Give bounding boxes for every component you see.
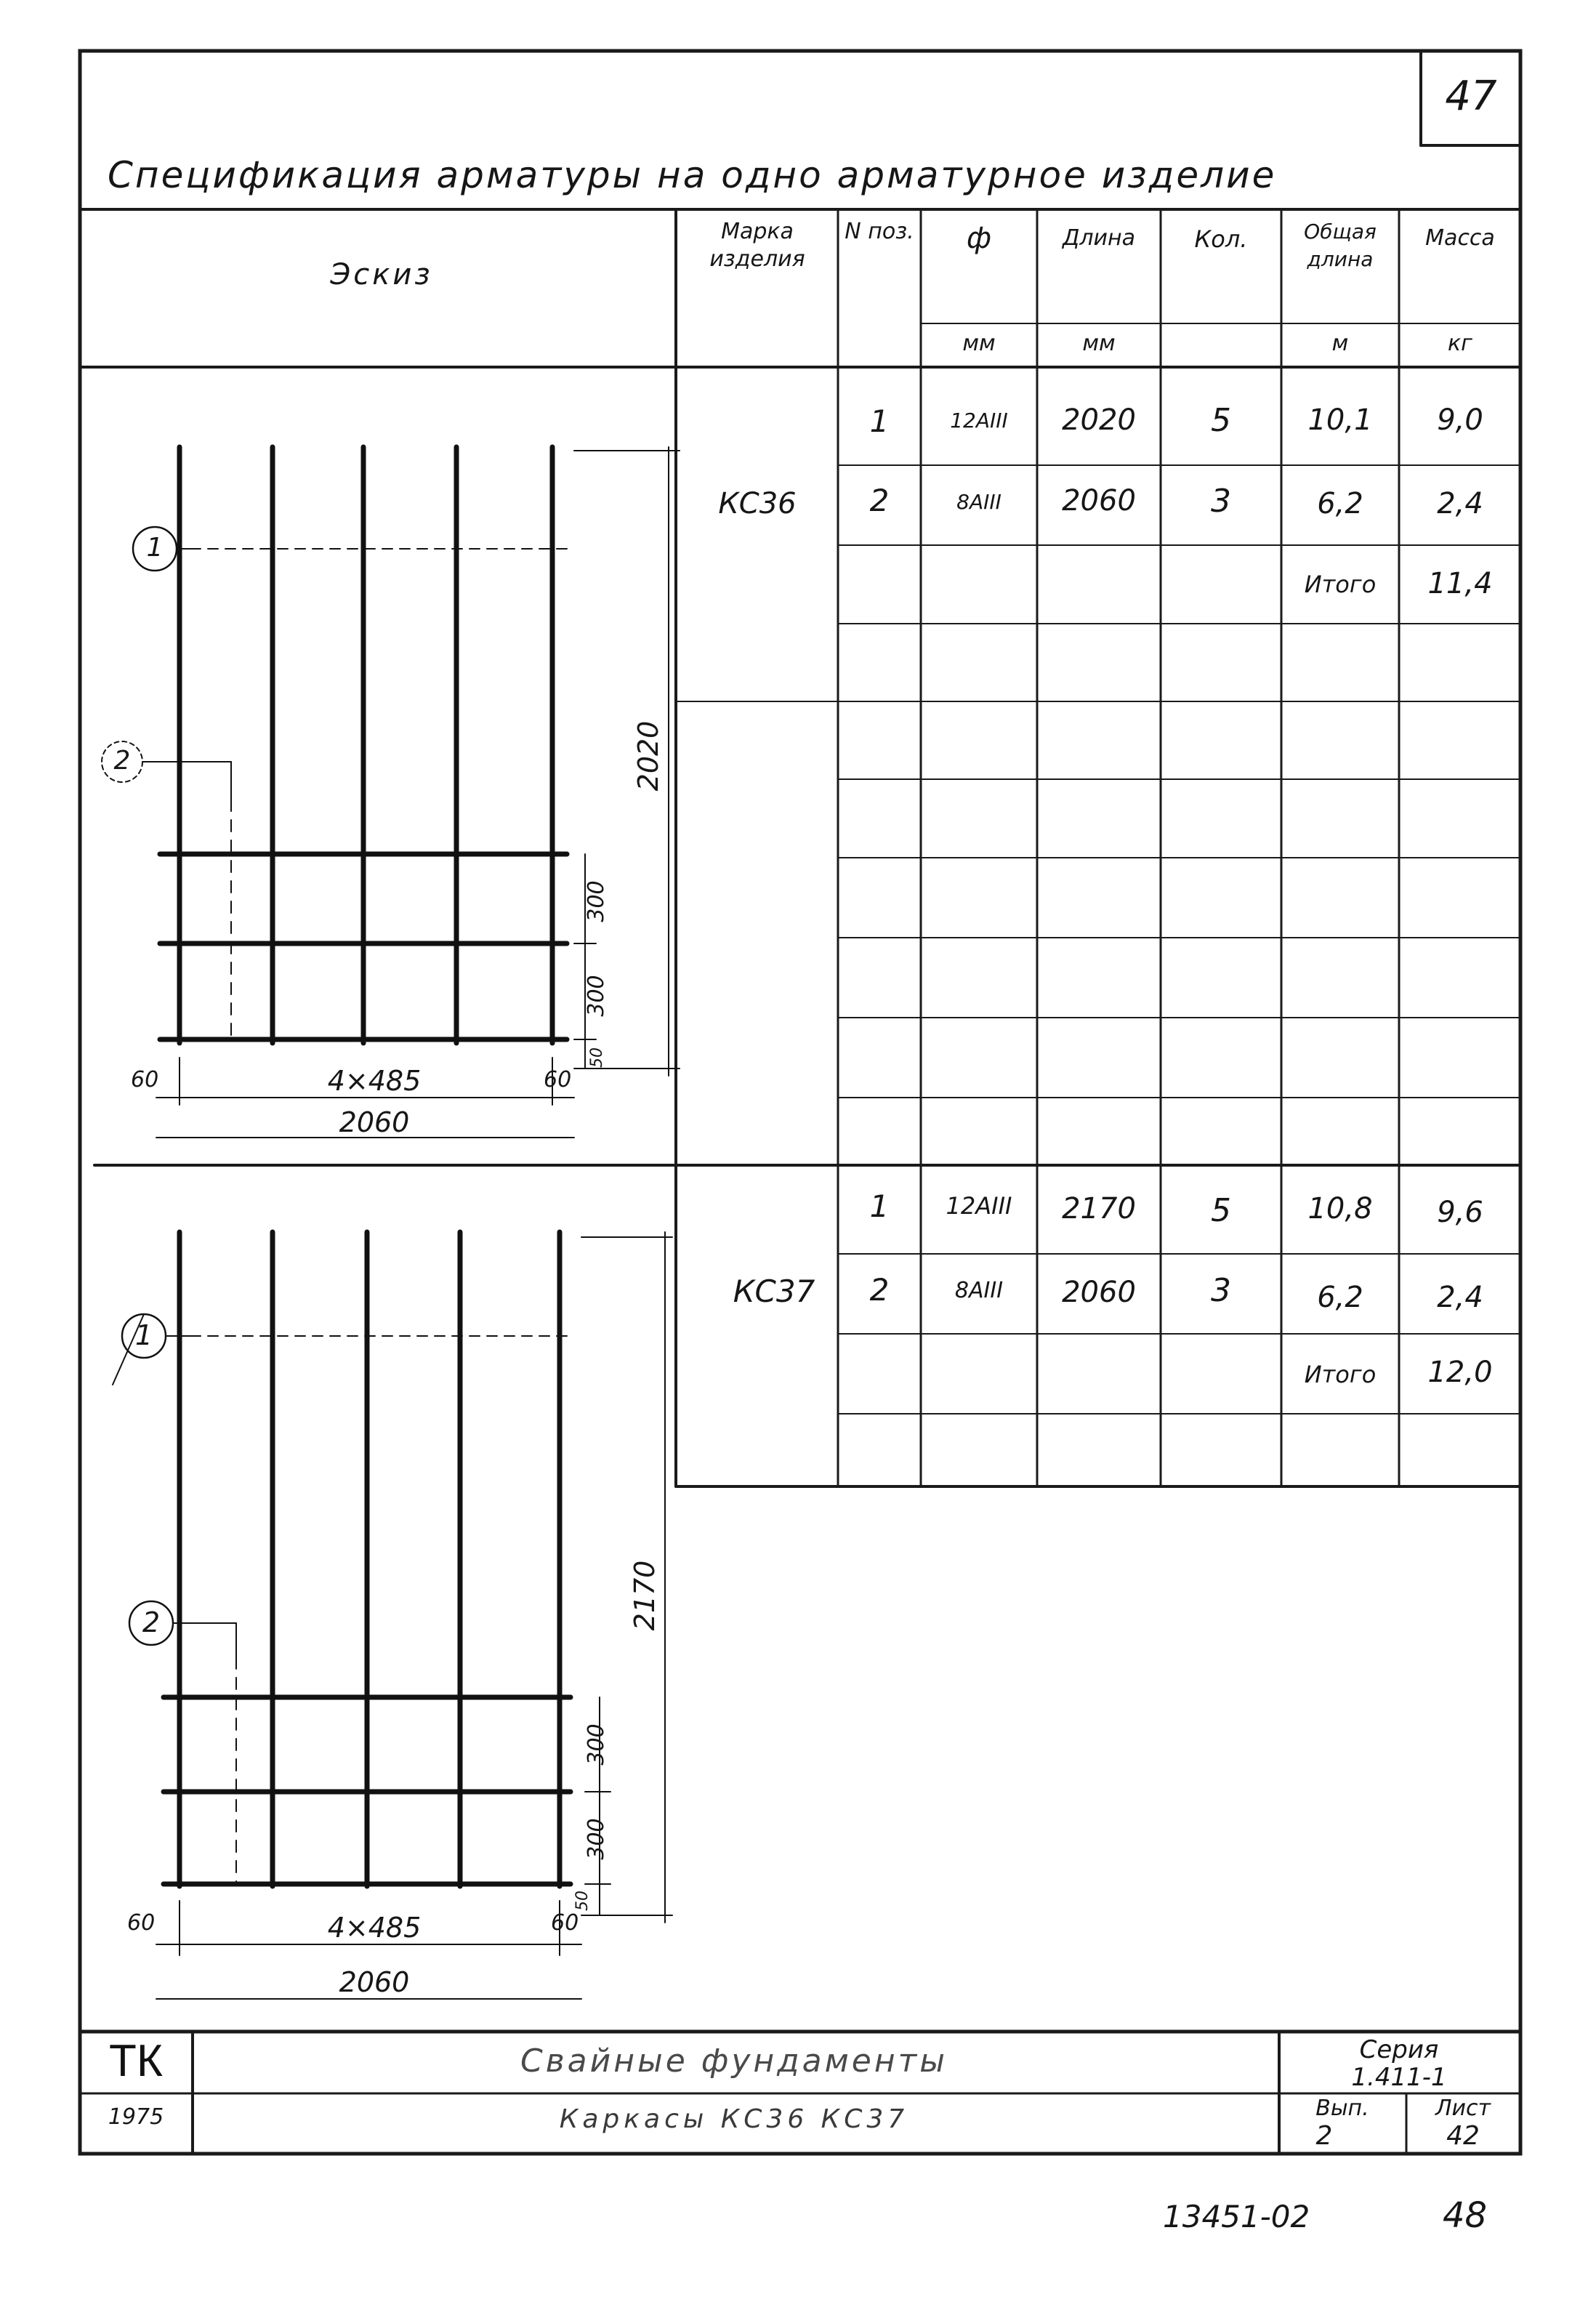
kc36-bay-dim: 4×485 <box>327 1065 422 1097</box>
header-total: Общая длина <box>1304 220 1377 271</box>
kc36-left-edge-dim: 60 <box>131 1067 159 1092</box>
block2-row2-diam: 8АIII <box>954 1278 1004 1303</box>
header-qty: Кол. <box>1194 225 1248 253</box>
block1-row1-diam: 12АIII <box>950 409 1008 432</box>
block2-total-mass: 12,0 <box>1427 1356 1493 1389</box>
stamp-year: 1975 <box>108 2104 164 2130</box>
stamp-title: Свайные фундаменты <box>520 2043 948 2080</box>
kc37-bay-dim: 4×485 <box>327 1912 422 1944</box>
block2-total-label: Итого <box>1304 1361 1377 1388</box>
kc37-spacing-b-dim: 300 <box>584 1818 609 1860</box>
sketch-kc36 <box>102 447 680 1138</box>
block2-row1-diam: 12АIII <box>946 1192 1012 1220</box>
block1-row1-pos: 1 <box>869 403 890 439</box>
kc36-height-dim: 2020 <box>632 720 664 792</box>
block1-row2-diam: 8АIII <box>956 490 1001 514</box>
block2-row1-pos: 1 <box>869 1188 890 1224</box>
block1-row2-mass: 2,4 <box>1437 487 1483 520</box>
unit-mass: кг <box>1448 331 1472 356</box>
kc36-width-dim: 2060 <box>339 1106 410 1138</box>
unit-total: м <box>1331 331 1349 356</box>
kc37-right-edge-dim: 60 <box>551 1910 579 1936</box>
kc37-width-dim: 2060 <box>339 1966 410 1998</box>
block2-row2-mass: 2,4 <box>1437 1281 1483 1314</box>
sheet-title: Спецификация арматуры на одно арматурное изделие <box>108 154 1277 196</box>
block1-total-mass: 11,4 <box>1427 567 1493 600</box>
stamp-sheet: 42 <box>1446 2121 1480 2151</box>
footer-code: 13451-02 <box>1163 2199 1310 2234</box>
unit-diam: мм <box>962 331 996 356</box>
block2-row2-pos: 2 <box>869 1272 890 1308</box>
unit-length: мм <box>1082 331 1116 356</box>
kc36-spacing-a-dim: 300 <box>584 880 609 922</box>
kc36-right-edge-dim: 60 <box>544 1067 572 1092</box>
sketch-kc37 <box>113 1232 672 1999</box>
kc37-callout-1: 1 <box>134 1319 153 1351</box>
block1-row2-total: 6,2 <box>1317 487 1363 520</box>
kc36-callout-1: 1 <box>146 533 164 563</box>
kc37-callout-2: 2 <box>142 1606 161 1638</box>
block1-row2-length: 2060 <box>1062 484 1136 518</box>
kc37-left-edge-dim: 60 <box>127 1910 156 1936</box>
block2-row1-mass: 9,6 <box>1437 1196 1483 1229</box>
stamp-org: ТК <box>109 2036 163 2086</box>
stamp-subtitle: Каркасы КС36 КС37 <box>559 2104 909 2134</box>
block1-mark: КС36 <box>718 487 797 520</box>
header-diam: ф <box>966 222 992 255</box>
header-sketch: Эскиз <box>330 258 433 291</box>
block2-row1-total: 10,8 <box>1307 1192 1373 1226</box>
block1-row1-length: 2020 <box>1062 403 1136 437</box>
block1-row1-total: 10,1 <box>1307 403 1373 437</box>
block1-row1-qty: 5 <box>1211 402 1231 439</box>
block2-row2-total: 6,2 <box>1317 1281 1363 1314</box>
block1-row2-pos: 2 <box>869 483 890 518</box>
kc36-callout-2: 2 <box>113 746 131 776</box>
stamp-issue: 2 <box>1315 2121 1333 2151</box>
stamp-series-label: Серия <box>1359 2035 1439 2064</box>
header-length: Длина <box>1062 225 1136 251</box>
corner-number: 47 <box>1445 73 1497 120</box>
header-mark: Марка изделия <box>709 219 805 272</box>
stamp-sheet-label: Лист <box>1435 2096 1491 2121</box>
block1-row2-qty: 3 <box>1211 483 1231 520</box>
kc37-bottom-offset-dim: 50 <box>573 1891 592 1911</box>
header-mass: Масса <box>1425 225 1495 251</box>
footer-page: 48 <box>1443 2195 1488 2236</box>
kc36-bottom-offset-dim: 50 <box>588 1047 606 1068</box>
kc36-spacing-b-dim: 300 <box>584 975 609 1017</box>
block2-row1-qty: 5 <box>1211 1192 1231 1229</box>
block2-row2-qty: 3 <box>1211 1272 1231 1309</box>
kc37-height-dim: 2170 <box>629 1560 661 1631</box>
kc37-spacing-a-dim: 300 <box>584 1723 609 1766</box>
stamp-series: 1.411-1 <box>1351 2063 1447 2092</box>
block1-total-label: Итого <box>1304 571 1377 598</box>
header-pos: N поз. <box>845 219 914 244</box>
block2-row2-length: 2060 <box>1062 1276 1136 1309</box>
stamp-issue-label: Вып. <box>1315 2096 1369 2121</box>
block2-mark: КС37 <box>733 1273 815 1309</box>
block1-row1-mass: 9,0 <box>1437 403 1483 437</box>
block2-row1-length: 2170 <box>1062 1192 1136 1226</box>
